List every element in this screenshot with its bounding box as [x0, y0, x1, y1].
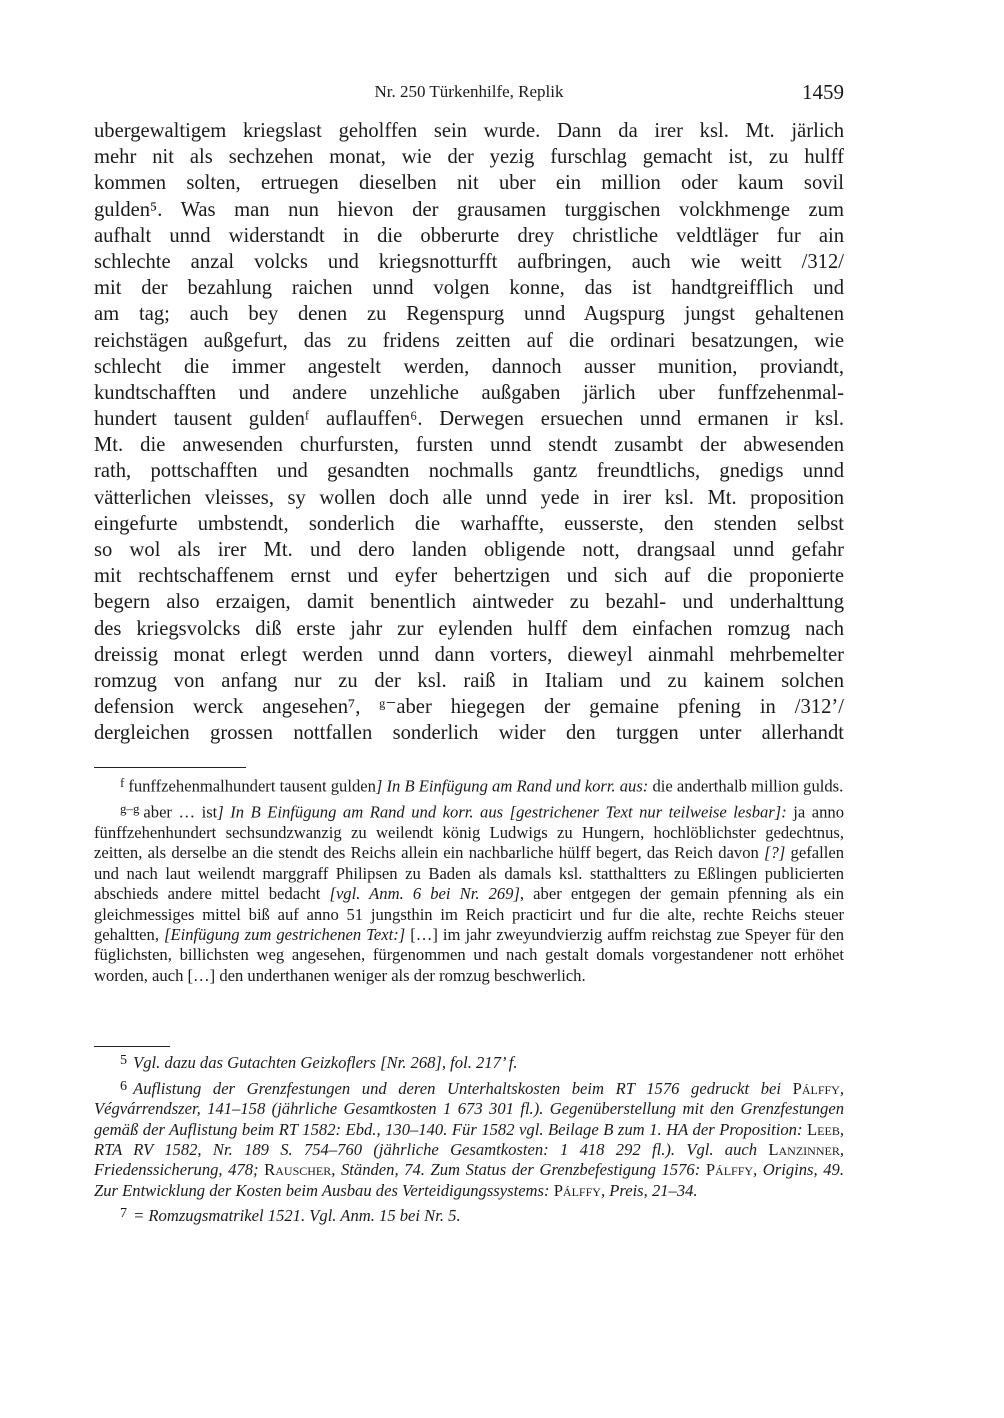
note-text: gefallen und nach laut weilendt marggraff Philipsen zu Baden als damals ksl. statthaltters zu Eßlingen publicierten abschieds andere mittel bedacht — [94, 843, 844, 904]
footnote-text: Auflistung der Grenzfestungen und deren Unterhaltskosten beim RT 1576 gedruckt bei — [133, 1078, 793, 1098]
note-text: die anderthalb million gulds. — [648, 776, 844, 796]
text-line: des kriegsvolcks diß erste jahr zur eylenden hulff dem einfachen romzug nach — [94, 617, 844, 640]
textual-note-g — [94, 799, 844, 986]
footnotes-divider — [94, 1046, 170, 1047]
text-line: ubergewaltigem kriegslast geholffen sein wurde. Dann da irer ksl. Mt. järlich — [94, 120, 844, 142]
footnotes — [94, 1050, 844, 1229]
note-text: ja anno fünffzehenhundert sechsundzwanzig zu weilendt könig Ludwigs zu Hungern, hochlöblichster gedechtnus, zeitten, als derselbe an die stendt des Reichs allein ein nachbarliche hülff begert, das Reich davon — [94, 802, 845, 863]
note-reference: [vgl. Anm. 6 bei Nr. 269] — [329, 884, 520, 904]
footnote-number: 7 — [120, 1205, 128, 1222]
text-line: so wol als irer Mt. und dero landen obligende nott, drangsaal unnd gefahr — [94, 539, 844, 561]
note-comment: ] In B Einfügung am Rand und korr. aus: — [375, 776, 649, 796]
text-line: am tag; auch bey denen zu Regenspurg unnd Augspurg jungst gehaltenen — [94, 303, 844, 326]
author-name: Pálffy — [553, 1180, 601, 1200]
textual-note-f — [94, 773, 844, 797]
author-name: Leeb — [807, 1119, 840, 1139]
running-title: Nr. 250 Türkenhilfe, Replik — [374, 82, 564, 101]
author-name: Pálffy — [792, 1078, 840, 1098]
footnote-text: , Végvárrendszer, 141–158 (jährliche Gesamtkosten 1 673 301 fl.). Gegenüberstellung mit den Grenzfestungen gemäß der Auflistung beim RT 1582: Ebd., 130–140. Für 1582 vgl. Beilage B zum 1. HA der Proposition: — [94, 1078, 844, 1139]
text-line: eingefurte umbstendt, sonderlich die warhaffte, eusserste, den stenden selbst — [94, 512, 844, 535]
text-line: mit der bezahlung raichen unnd volgen konne, das ist handtgreifflich und — [94, 277, 844, 300]
text-line: rath, pottschafften und gesandten nochmalls gantz freundtlichs, gnedigs unnd — [94, 460, 844, 483]
note-text: […] im jahr zweyundvierzig auffm reichstag zue Speyer für den füglichsten, billichsten weg angesehen, fürgenommen und nach gestalt domals vorgestandener nott erhöhet worden, auch […] den underthanen weniger als der romzug beschwerlich. — [94, 924, 845, 985]
footnote-text: Vgl. dazu das Gutachten Geizkoflers [Nr. 268], fol. 217’ f. — [133, 1053, 518, 1073]
text-line: reichstägen außgefurt, das zu fridens zeitten auf die ordinari besatzungen, wie — [94, 329, 844, 352]
note-insertion: [Einfügung zum gestrichenen Text:] — [164, 924, 406, 944]
author-name: Pálffy — [705, 1160, 754, 1180]
note-marker: g–g — [120, 800, 140, 816]
text-line: hundert tausent guldenᶠ auflauffen⁶. Derwegen ersuechen unnd ermanen ir ksl. — [94, 408, 844, 431]
text-line: schlecht die immer angestelt werden, dannoch ausser munition, proviandt, — [94, 355, 844, 378]
text-line: begern also erzaigen, damit benentlich aintweder zu bezahl- und underhalttung — [94, 591, 844, 614]
footnote-number: 5 — [120, 1052, 128, 1068]
textual-notes-divider — [94, 767, 246, 768]
note-text: , aber entgegen der gemain pfenning als ein gleichmessiges mittel biß auf anno 51 jungsthin im Reich practicirt und fur die alte, rechte Reichs steuer gehaltten, — [94, 884, 844, 944]
text-line: gulden⁵. Was man nun hievon der grausamen turggischen volckhmenge zum — [94, 198, 844, 221]
text-line: mehr nit als sechzehen monat, wie der yezig furschlag gemacht ist, zu hulff — [94, 146, 844, 169]
note-lemma: aber … ist — [143, 802, 218, 822]
footnote-5 — [94, 1050, 844, 1074]
footnote-6 — [94, 1076, 844, 1202]
text-line: vätterlichen vleisses, sy wollen doch alle unnd yede in irer ksl. Mt. proposition — [94, 486, 844, 509]
author-name: Lanzinner — [768, 1140, 840, 1160]
page-number: 1459 — [802, 80, 844, 104]
text-line: romzug von anfang nur zu der ksl. raiß in Italiam und zu kainem solchen — [94, 669, 844, 692]
text-line: kundtschafften und andere unzehliche außgaben järlich uber funffzehenmal- — [94, 381, 844, 404]
text-line: schlechte anzal volcks und kriegsnotturfft aufbringen, auch wie weitt /312/ — [94, 250, 844, 273]
text-line: kommen solten, ertruegen dieselben nit uber ein million oder kaum sovil — [94, 172, 844, 195]
footnote-text: , Ständen, 74. Zum Status der Grenzbefestigung 1576: — [331, 1160, 706, 1180]
text-line: Mt. die anwesenden churfursten, fursten unnd stendt zusambt der abwesenden — [94, 434, 844, 457]
note-marker: f — [120, 775, 125, 790]
footnote-text: , Preis, 21–34. — [600, 1180, 698, 1200]
note-comment: ] In B Einfügung am Rand und korr. aus [gestrichener Text nur teilweise lesbar]: — [217, 802, 787, 822]
note-uncertain: [?] — [764, 843, 786, 863]
text-line: defension werck angesehen⁷, ᵍ⁻aber hiegegen der gemaine pfening in /312’/ — [94, 696, 844, 719]
note-lemma: funffzehenmalhundert tausent gulden — [128, 776, 376, 796]
main-text — [94, 118, 844, 747]
text-line: dergleichen grossen nottfallen sonderlich wider den turggen unter allerhandt — [94, 722, 844, 745]
footnote-text: , Origins, 49. Zur Entwicklung der Kosten beim Ausbau des Verteidigungssystems: — [94, 1160, 844, 1200]
author-name: Rauscher — [264, 1160, 332, 1180]
text-line: mit rechtschaffenem ernst und eyfer behertzigen und sich auf die proponierte — [94, 565, 844, 588]
text-line: dreissig monat erlegt werden unnd dann vorters, dieweyl ainmahl mehrbemelter — [94, 643, 844, 666]
footnote-text: = Romzugsmatrikel 1521. Vgl. Anm. 15 bei Nr. 5. — [133, 1206, 461, 1226]
text-line: aufhalt unnd widerstandt in die obberurte drey christliche veldtläger fur ain — [94, 224, 844, 247]
textual-notes — [94, 773, 844, 988]
footnote-7 — [94, 1203, 844, 1227]
footnote-text: , RTA RV 1582, Nr. 189 S. 754–760 (jährliche Gesamtkosten: 1 418 292 fl.). Vgl. auch — [94, 1119, 844, 1160]
footnote-number: 6 — [120, 1077, 128, 1094]
page-header — [94, 80, 844, 104]
footnote-text: , Friedenssicherung, 478; — [94, 1140, 844, 1180]
